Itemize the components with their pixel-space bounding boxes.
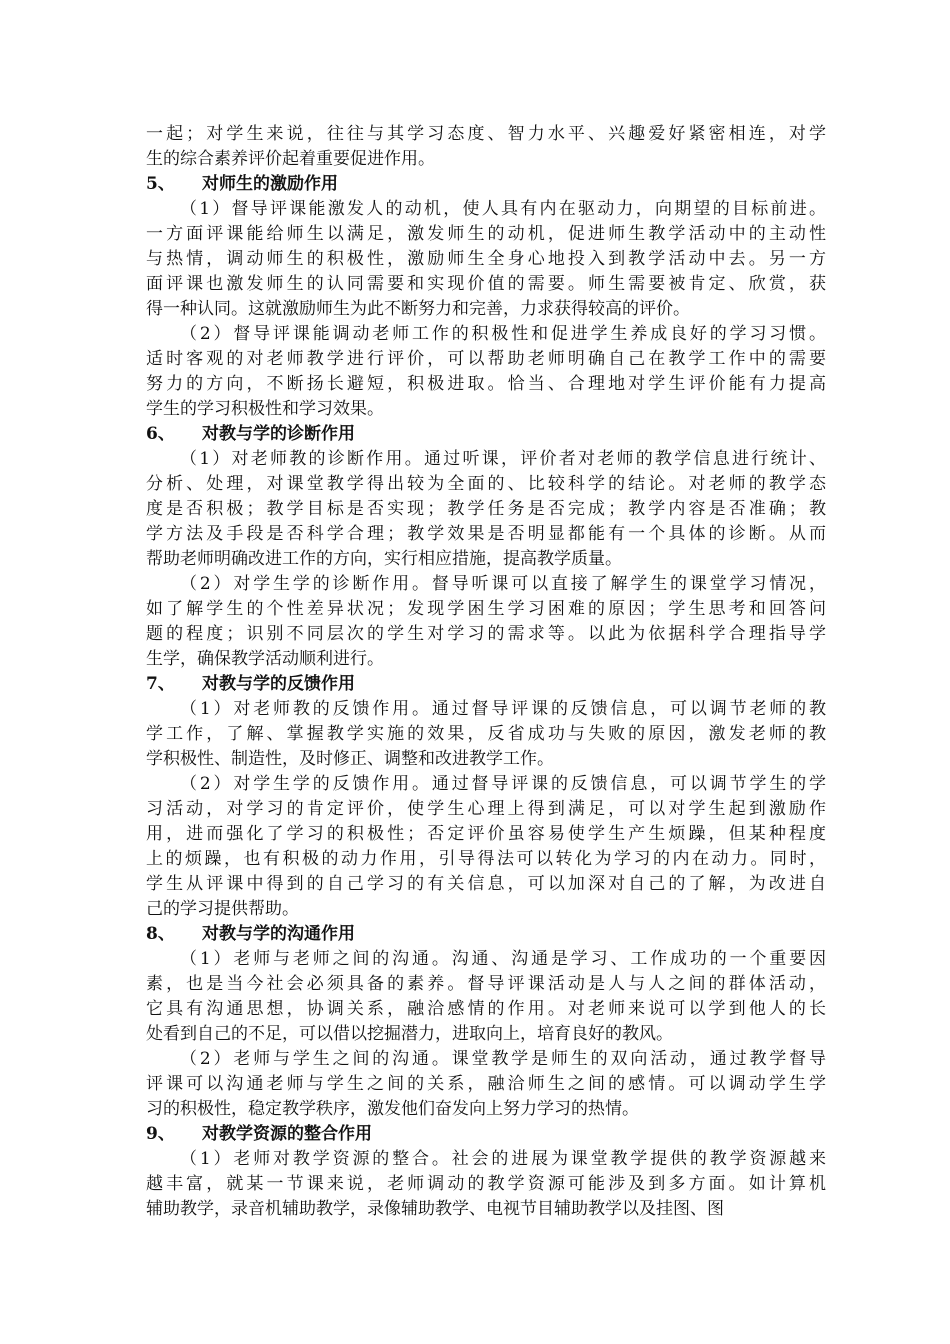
paragraph-line: 学工作，了解、掌握教学实施的效果，反省成功与失败的原因，激发老师的教 (146, 724, 826, 744)
paragraph-line: 生学，确保教学活动顺利进行。 (146, 649, 384, 669)
paragraph-line: 学生的学习积极性和学习效果。 (146, 399, 384, 419)
section-number: 9、 (146, 1124, 175, 1144)
section-heading (146, 672, 826, 697)
paragraph-line: 与热情，调动师生的积极性，激励师生全身心地投入到教学活动中去。另一方 (146, 249, 826, 269)
paragraph-line: 得一种认同。这就激励师生为此不断努力和完善，力求获得较高的评价。 (146, 299, 690, 319)
section-number: 7、 (146, 674, 175, 694)
paragraph-line: 题的程度；识别不同层次的学生对学习的需求等。以此为依据科学合理指导学 (146, 624, 826, 644)
paragraph-line: 一方面评课能给师生以满足，激发师生的动机，促进师生教学活动中的主动性 (146, 224, 826, 244)
section-title: 对教与学的诊断作用 (202, 424, 355, 444)
paragraph-line: 生的综合素养评价起着重要促进作用。 (146, 149, 435, 169)
paragraph-first-line: （1）对老师教的诊断作用。通过听课，评价者对老师的教学信息进行统计、 (180, 449, 826, 469)
paragraph-line: 学方法及手段是否科学合理；教学效果是否明显都能有一个具体的诊断。从而 (146, 524, 826, 544)
document-body (146, 122, 826, 1222)
paragraph-line: 适时客观的对老师教学进行评价，可以帮助老师明确自己在教学工作中的需要 (146, 349, 826, 369)
paragraph-line: 它具有沟通思想，协调关系，融洽感情的作用。对老师来说可以学到他人的长 (146, 999, 826, 1019)
section-heading (146, 422, 826, 447)
paragraph-line: 学生从评课中得到的自己学习的有关信息，可以加深对自己的了解，为改进自 (146, 874, 826, 894)
paragraph-line: 评课可以沟通老师与学生之间的关系，融洽师生之间的感情。可以调动学生学 (146, 1074, 826, 1094)
paragraph-first-line: （1）老师与老师之间的沟通。沟通、沟通是学习、工作成功的一个重要因 (180, 949, 826, 969)
paragraph-line: 处看到自己的不足，可以借以挖掘潜力，进取向上，培育良好的教风。 (146, 1024, 673, 1044)
paragraph-line: 习活动，对学习的肯定评价，使学生心理上得到满足，可以对学生起到激励作 (146, 799, 826, 819)
paragraph-line: 一起；对学生来说，往往与其学习态度、智力水平、兴趣爱好紧密相连，对学 (146, 124, 826, 144)
section-number: 6、 (146, 424, 175, 444)
section-heading (146, 922, 826, 947)
paragraph-line: 分析、处理，对课堂教学得出较为全面的、比较科学的结论。对老师的教学态 (146, 474, 826, 494)
paragraph-line: 努力的方向，不断扬长避短，积极进取。恰当、合理地对学生评价能有力提高 (146, 374, 826, 394)
paragraph-line: 己的学习提供帮助。 (146, 899, 299, 919)
paragraph-line: 学积极性、制造性，及时修正、调整和改进教学工作。 (146, 749, 554, 769)
paragraph-line: 用，进而强化了学习的积极性；否定评价虽容易使学生产生烦躁，但某种程度 (146, 824, 826, 844)
section-number: 5、 (146, 174, 175, 194)
paragraph-first-line: （1）对老师教的反馈作用。通过督导评课的反馈信息，可以调节老师的教 (180, 699, 826, 719)
paragraph-line: 素，也是当今社会必须具备的素养。督导评课活动是人与人之间的群体活动， (146, 974, 826, 994)
section-heading (146, 172, 826, 197)
section-title: 对师生的激励作用 (202, 174, 338, 194)
section-title: 对教学资源的整合作用 (202, 1124, 372, 1144)
paragraph-first-line: （2）老师与学生之间的沟通。课堂教学是师生的双向活动，通过教学督导 (180, 1049, 826, 1069)
paragraph-line: 面评课也激发师生的认同需要和实现价值的需要。师生需要被肯定、欣赏，获 (146, 274, 826, 294)
paragraph-line: 帮助老师明确改进工作的方向，实行相应措施，提高教学质量。 (146, 549, 622, 569)
paragraph-line: 上的烦躁，也有积极的动力作用，引导得法可以转化为学习的内在动力。同时， (146, 849, 826, 869)
paragraph-line: 度是否积极；教学目标是否实现；教学任务是否完成；教学内容是否准确；教 (146, 499, 826, 519)
paragraph-first-line: （2）对学生学的诊断作用。督导听课可以直接了解学生的课堂学习情况， (180, 574, 826, 594)
paragraph-line: 习的积极性，稳定教学秩序，激发他们奋发向上努力学习的热情。 (146, 1099, 639, 1119)
section-number: 8、 (146, 924, 175, 944)
section-title: 对教与学的沟通作用 (202, 924, 355, 944)
paragraph-first-line: （2）对学生学的反馈作用。通过督导评课的反馈信息，可以调节学生的学 (180, 774, 826, 794)
section-heading (146, 1122, 826, 1147)
paragraph-first-line: （1）老师对教学资源的整合。社会的进展为课堂教学提供的教学资源越来 (180, 1149, 826, 1169)
paragraph-line: 辅助教学，录音机辅助教学，录像辅助教学、电视节目辅助教学以及挂图、图 (146, 1199, 724, 1219)
paragraph-first-line: （2）督导评课能调动老师工作的积极性和促进学生养成良好的学习习惯。 (180, 324, 826, 344)
paragraph-line: 越丰富，就某一节课来说，老师调动的教学资源可能涉及到多方面。如计算机 (146, 1174, 826, 1194)
section-title: 对教与学的反馈作用 (202, 674, 355, 694)
paragraph-first-line: （1）督导评课能激发人的动机，使人具有内在驱动力，向期望的目标前进。 (180, 199, 826, 219)
paragraph-line: 如了解学生的个性差异状况；发现学困生学习困难的原因；学生思考和回答问 (146, 599, 826, 619)
